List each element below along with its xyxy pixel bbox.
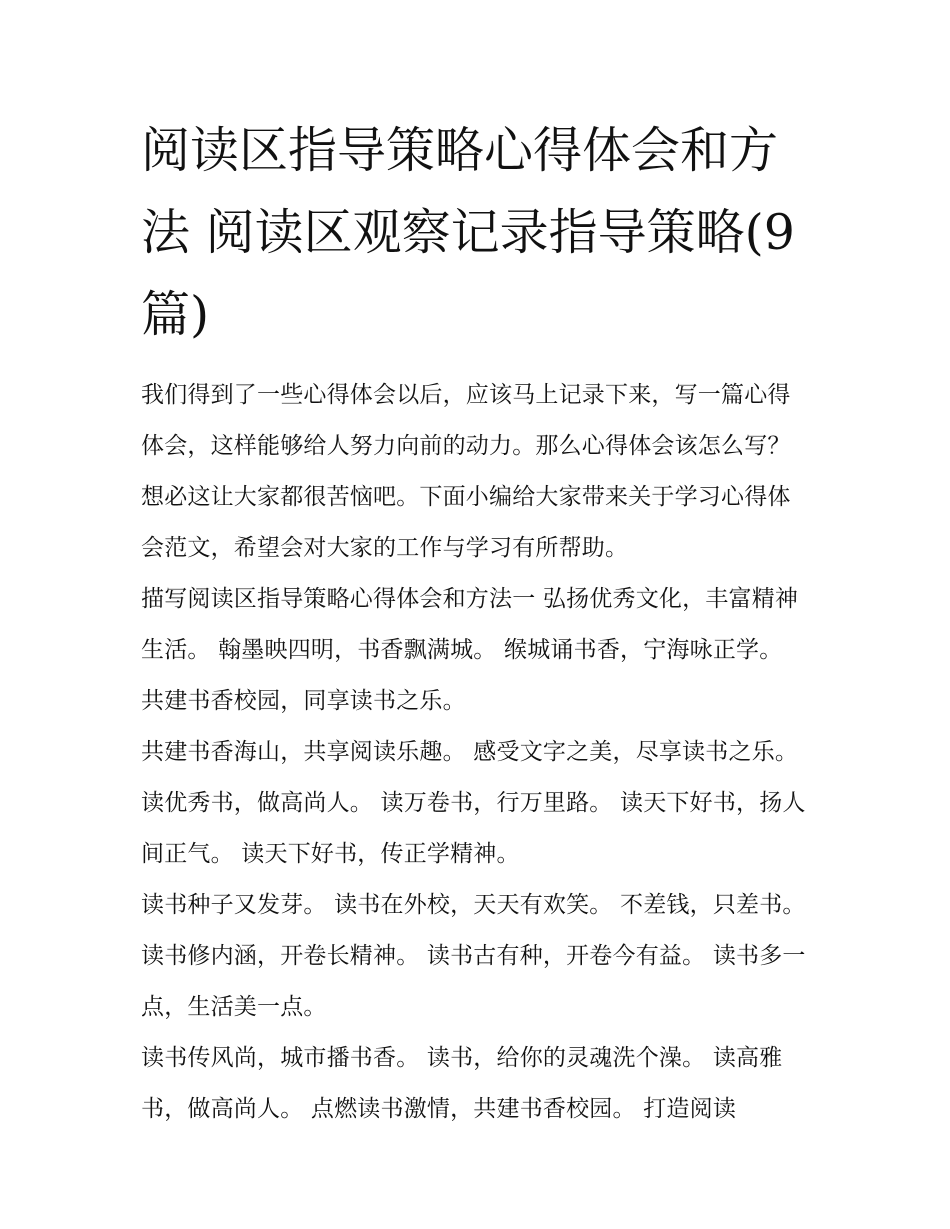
- paragraph-intro: 我们得到了一些心得体会以后，应该马上记录下来，写一篇心得体会，这样能够给人努力向前的动力。那么心得体会该怎么写？想必这让大家都很苦恼吧。下面小编给大家带来关于学习心得体会范文，希望会对大家的工作与学习有所帮助。: [141, 382, 791, 561]
- paragraph-3: 读书种子又发芽。 读书在外校，天天有欢笑。 不差钱，只差书。 读书修内涵，开卷长精神。 读书古有种，开卷今有益。 读书多一点，生活美一点。: [141, 892, 806, 1020]
- document-title: 阅读区指导策略心得体会和方法 阅读区观察记录指导策略(9篇): [141, 122, 795, 343]
- paragraph-2: 共建书香海山，共享阅读乐趣。 感受文字之美，尽享读书之乐。 读优秀书，做高尚人。 读万卷书，行万里路。 读天下好书，扬人间正气。 读天下好书，传正学精神。: [141, 739, 806, 867]
- paragraph-4: 读书传风尚，城市播书香。 读书，给你的灵魂洗个澡。 读高雅书，做高尚人。 点燃读书激情，共建书香校园。 打造阅读: [141, 1045, 783, 1122]
- paragraph-1: 描写阅读区指导策略心得体会和方法一 弘扬优秀文化，丰富精神生活。 翰墨映四明，书香飘满城。 缑城诵书香，宁海咏正学。 共建书香校园，同享读书之乐。: [141, 586, 799, 714]
- document-page: [141, 110, 813, 1135]
